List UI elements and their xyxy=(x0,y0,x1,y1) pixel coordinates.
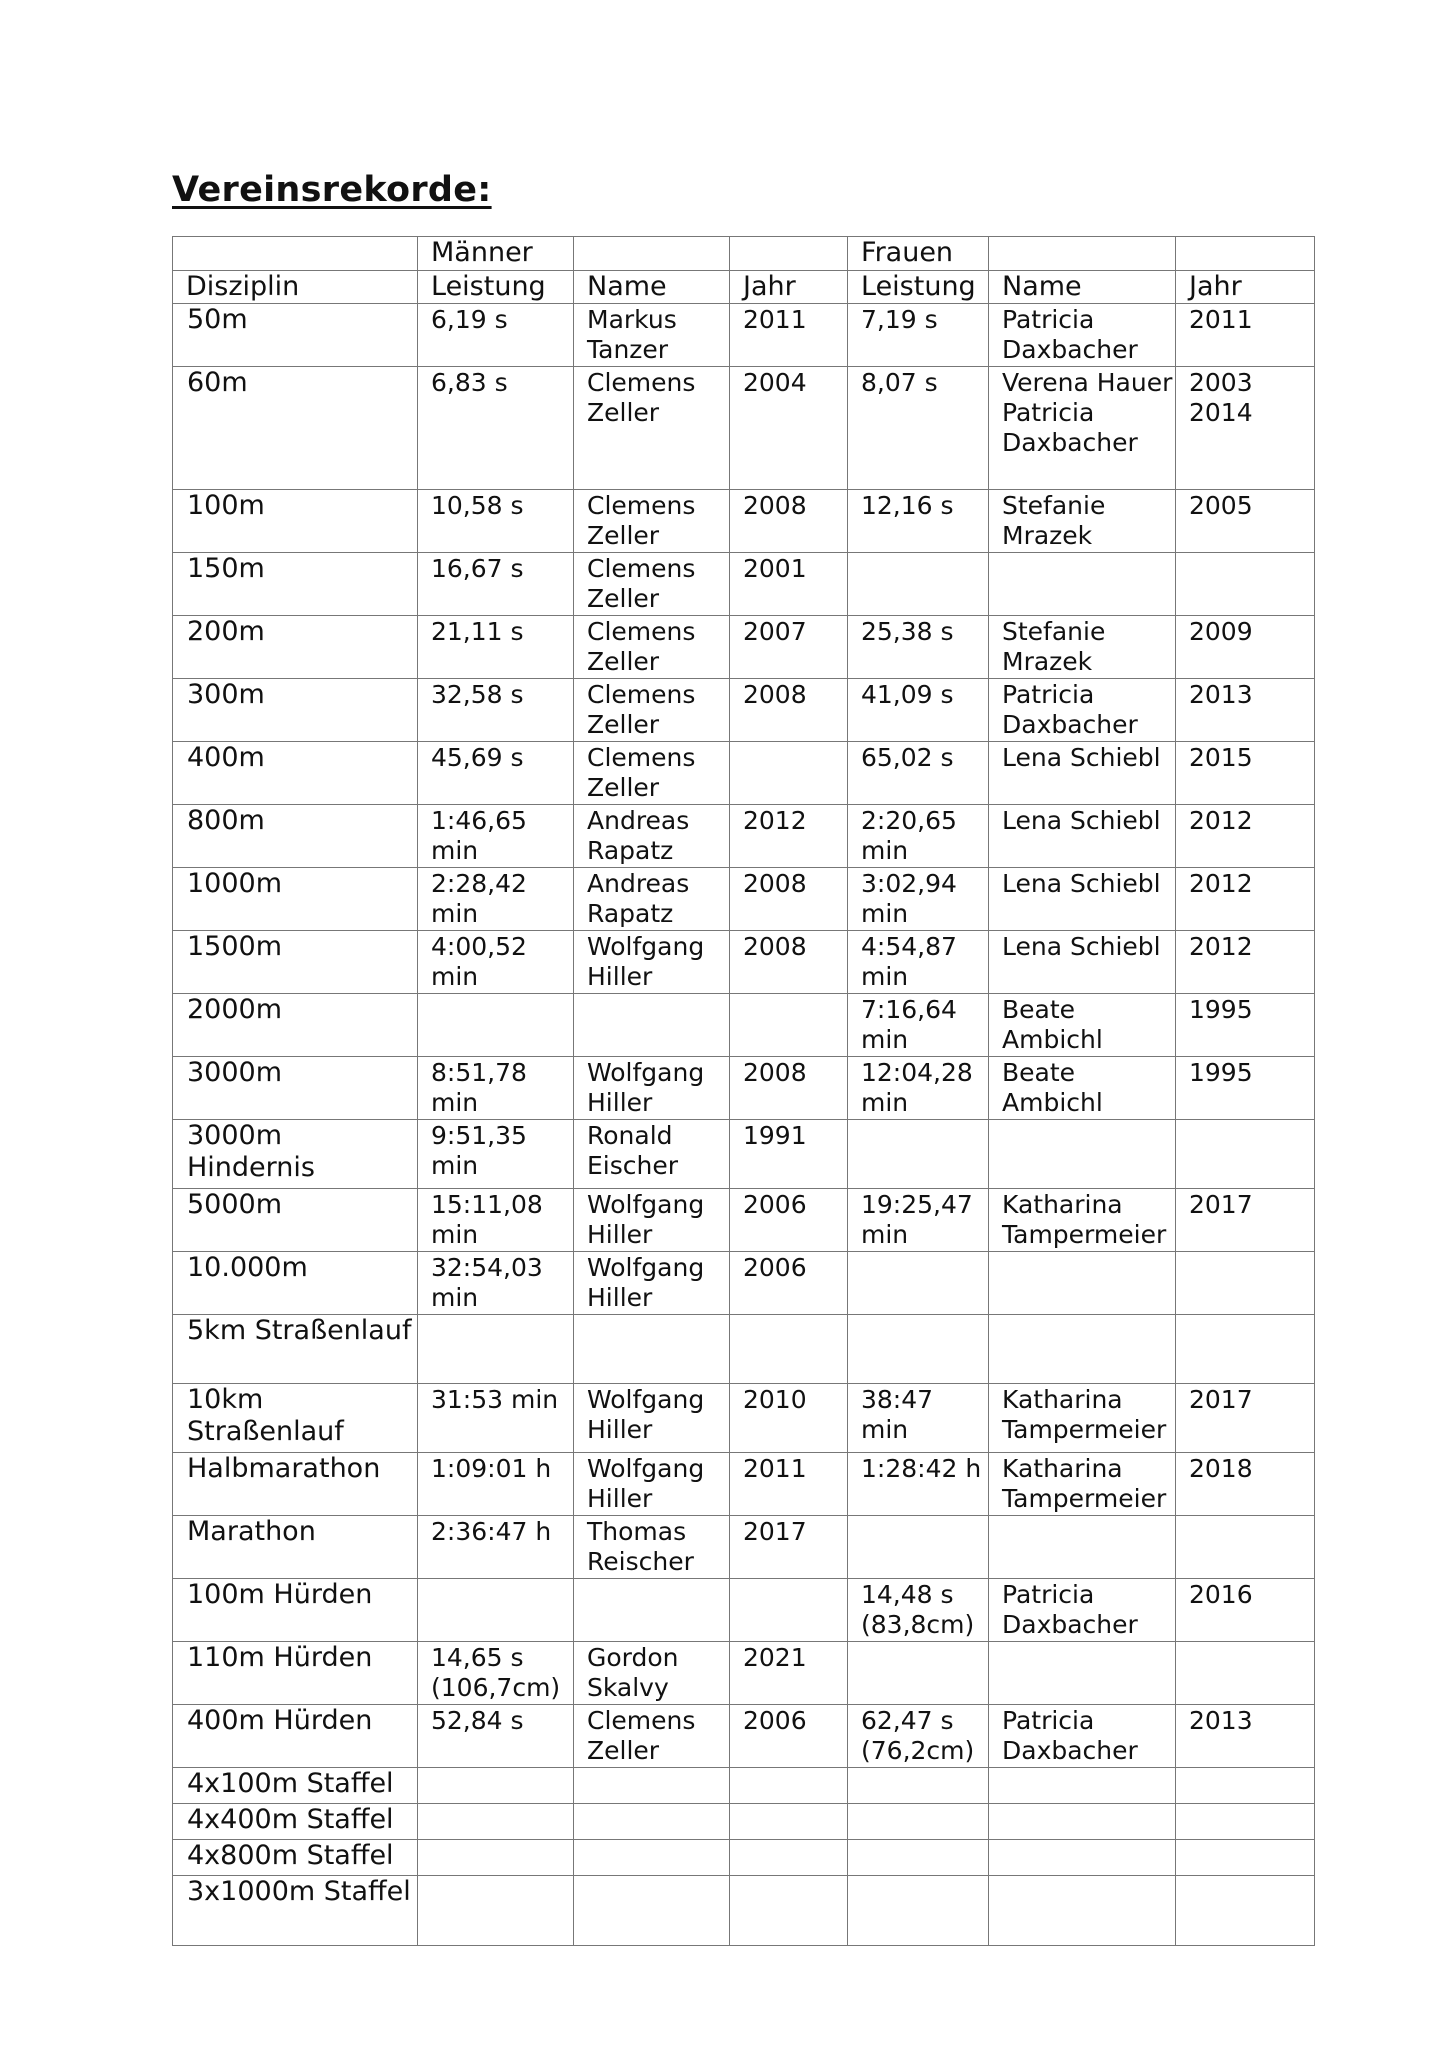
men-leistung-cell: 14,65 s (106,7cm) xyxy=(418,1642,574,1705)
women-name-cell xyxy=(989,1876,1176,1946)
women-jahr-cell: 2012 xyxy=(1176,805,1315,868)
discipline-cell: 100m xyxy=(173,490,418,553)
column-header-women-name: Name xyxy=(989,271,1176,304)
group-header-women: Frauen xyxy=(848,237,989,271)
women-jahr-cell xyxy=(1176,1315,1315,1384)
men-leistung-cell xyxy=(418,1876,574,1946)
men-name-cell xyxy=(574,1315,730,1384)
women-name-cell: Patricia Daxbacher xyxy=(989,304,1176,367)
discipline-cell: 400m xyxy=(173,742,418,805)
women-leistung-cell xyxy=(848,1252,989,1315)
women-leistung-cell xyxy=(848,1804,989,1840)
women-name-cell: Beate Ambichl xyxy=(989,1057,1176,1120)
table-row xyxy=(173,1768,1315,1804)
discipline-cell: 10.000m xyxy=(173,1252,418,1315)
men-leistung-cell: 16,67 s xyxy=(418,553,574,616)
men-jahr-cell xyxy=(730,1840,848,1876)
table-row xyxy=(173,553,1315,616)
women-name-cell xyxy=(989,553,1176,616)
men-leistung-cell xyxy=(418,1804,574,1840)
table-row xyxy=(173,931,1315,994)
men-jahr-cell: 2001 xyxy=(730,553,848,616)
men-jahr-cell: 2008 xyxy=(730,490,848,553)
women-jahr-cell: 2005 xyxy=(1176,490,1315,553)
women-name-cell: Beate Ambichl xyxy=(989,994,1176,1057)
women-leistung-cell: 62,47 s (76,2cm) xyxy=(848,1705,989,1768)
women-name-cell: Stefanie Mrazek xyxy=(989,616,1176,679)
women-leistung-cell: 1:28:42 h xyxy=(848,1453,989,1516)
table-row xyxy=(173,304,1315,367)
column-header-row xyxy=(173,271,1315,304)
discipline-cell: Marathon xyxy=(173,1516,418,1579)
header-cell-empty xyxy=(1176,237,1315,271)
women-jahr-cell: 2013 xyxy=(1176,679,1315,742)
men-name-cell: Wolfgang Hiller xyxy=(574,931,730,994)
women-leistung-cell: 4:54,87 min xyxy=(848,931,989,994)
discipline-cell: 3x1000m Staffel xyxy=(173,1876,418,1946)
column-header-men-name: Name xyxy=(574,271,730,304)
women-name-cell: Patricia Daxbacher xyxy=(989,679,1176,742)
women-leistung-cell: 7,19 s xyxy=(848,304,989,367)
men-leistung-cell: 1:46,65 min xyxy=(418,805,574,868)
women-name-cell: Patricia Daxbacher xyxy=(989,1579,1176,1642)
men-leistung-cell: 2:28,42 min xyxy=(418,868,574,931)
women-leistung-cell xyxy=(848,1768,989,1804)
discipline-cell: 5000m xyxy=(173,1189,418,1252)
table-row xyxy=(173,1189,1315,1252)
men-jahr-cell xyxy=(730,742,848,805)
women-leistung-cell: 3:02,94 min xyxy=(848,868,989,931)
men-leistung-cell: 6,83 s xyxy=(418,367,574,490)
women-leistung-cell: 8,07 s xyxy=(848,367,989,490)
women-jahr-cell: 2011 xyxy=(1176,304,1315,367)
discipline-cell: 4x800m Staffel xyxy=(173,1840,418,1876)
discipline-cell: 1500m xyxy=(173,931,418,994)
table-row xyxy=(173,1876,1315,1946)
men-leistung-cell: 10,58 s xyxy=(418,490,574,553)
men-name-cell: Thomas Reischer xyxy=(574,1516,730,1579)
table-row xyxy=(173,1705,1315,1768)
table-row xyxy=(173,1840,1315,1876)
table-row xyxy=(173,1804,1315,1840)
page-title: Vereinsrekorde: xyxy=(172,170,492,210)
men-name-cell: Clemens Zeller xyxy=(574,1705,730,1768)
men-name-cell xyxy=(574,1768,730,1804)
men-name-cell: Wolfgang Hiller xyxy=(574,1057,730,1120)
table-row xyxy=(173,742,1315,805)
discipline-cell: 50m xyxy=(173,304,418,367)
women-name-cell: Verena Hauer Patricia Daxbacher xyxy=(989,367,1176,490)
table-row xyxy=(173,616,1315,679)
men-name-cell: Clemens Zeller xyxy=(574,616,730,679)
women-leistung-cell: 41,09 s xyxy=(848,679,989,742)
discipline-cell: 2000m xyxy=(173,994,418,1057)
men-name-cell: Ronald Eischer xyxy=(574,1120,730,1189)
women-name-cell xyxy=(989,1252,1176,1315)
column-header-disziplin: Disziplin xyxy=(173,271,418,304)
women-leistung-cell xyxy=(848,1876,989,1946)
women-jahr-cell: 2017 xyxy=(1176,1384,1315,1453)
table-row xyxy=(173,1120,1315,1189)
women-name-cell xyxy=(989,1315,1176,1384)
table-row xyxy=(173,868,1315,931)
women-leistung-cell: 38:47 min xyxy=(848,1384,989,1453)
header-cell-empty xyxy=(989,237,1176,271)
men-leistung-cell: 4:00,52 min xyxy=(418,931,574,994)
discipline-cell: 200m xyxy=(173,616,418,679)
discipline-cell: 800m xyxy=(173,805,418,868)
men-jahr-cell: 2007 xyxy=(730,616,848,679)
women-jahr-cell xyxy=(1176,1840,1315,1876)
men-name-cell xyxy=(574,1876,730,1946)
men-jahr-cell: 2006 xyxy=(730,1189,848,1252)
men-name-cell xyxy=(574,1804,730,1840)
women-name-cell: Lena Schiebl xyxy=(989,868,1176,931)
men-name-cell: Wolfgang Hiller xyxy=(574,1453,730,1516)
women-jahr-cell: 2016 xyxy=(1176,1579,1315,1642)
women-name-cell: Katharina Tampermeier xyxy=(989,1189,1176,1252)
table-row xyxy=(173,490,1315,553)
men-leistung-cell: 1:09:01 h xyxy=(418,1453,574,1516)
men-name-cell: Clemens Zeller xyxy=(574,490,730,553)
men-leistung-cell: 31:53 min xyxy=(418,1384,574,1453)
men-name-cell: Wolfgang Hiller xyxy=(574,1189,730,1252)
women-name-cell xyxy=(989,1516,1176,1579)
records-table xyxy=(172,236,1315,1946)
table-row xyxy=(173,994,1315,1057)
women-name-cell: Lena Schiebl xyxy=(989,742,1176,805)
discipline-cell: 100m Hürden xyxy=(173,1579,418,1642)
women-jahr-cell xyxy=(1176,1120,1315,1189)
discipline-cell: 3000m Hindernis xyxy=(173,1120,418,1189)
women-jahr-cell xyxy=(1176,1804,1315,1840)
men-name-cell xyxy=(574,994,730,1057)
table-row xyxy=(173,1315,1315,1384)
women-name-cell xyxy=(989,1120,1176,1189)
women-jahr-cell xyxy=(1176,553,1315,616)
header-cell-empty xyxy=(173,237,418,271)
women-leistung-cell: 25,38 s xyxy=(848,616,989,679)
men-jahr-cell xyxy=(730,1876,848,1946)
men-jahr-cell: 2006 xyxy=(730,1252,848,1315)
women-leistung-cell: 12,16 s xyxy=(848,490,989,553)
group-header-men: Männer xyxy=(418,237,574,271)
women-name-cell xyxy=(989,1840,1176,1876)
men-name-cell: Clemens Zeller xyxy=(574,742,730,805)
women-jahr-cell xyxy=(1176,1768,1315,1804)
header-cell-empty xyxy=(730,237,848,271)
discipline-cell: 3000m xyxy=(173,1057,418,1120)
table-row xyxy=(173,1642,1315,1705)
women-name-cell: Stefanie Mrazek xyxy=(989,490,1176,553)
men-leistung-cell: 2:36:47 h xyxy=(418,1516,574,1579)
men-jahr-cell xyxy=(730,994,848,1057)
women-name-cell: Lena Schiebl xyxy=(989,931,1176,994)
men-name-cell: Wolfgang Hiller xyxy=(574,1252,730,1315)
women-jahr-cell: 1995 xyxy=(1176,1057,1315,1120)
discipline-cell: 300m xyxy=(173,679,418,742)
men-name-cell: Clemens Zeller xyxy=(574,553,730,616)
men-jahr-cell: 2008 xyxy=(730,1057,848,1120)
men-jahr-cell xyxy=(730,1315,848,1384)
women-leistung-cell: 14,48 s (83,8cm) xyxy=(848,1579,989,1642)
men-jahr-cell: 2010 xyxy=(730,1384,848,1453)
discipline-cell: 150m xyxy=(173,553,418,616)
men-leistung-cell xyxy=(418,1579,574,1642)
women-jahr-cell xyxy=(1176,1642,1315,1705)
discipline-cell: 4x400m Staffel xyxy=(173,1804,418,1840)
table-row xyxy=(173,1453,1315,1516)
discipline-cell: Halbmarathon xyxy=(173,1453,418,1516)
table-row xyxy=(173,1384,1315,1453)
men-jahr-cell: 2021 xyxy=(730,1642,848,1705)
women-leistung-cell: 19:25,47 min xyxy=(848,1189,989,1252)
men-jahr-cell xyxy=(730,1768,848,1804)
header-cell-empty xyxy=(574,237,730,271)
men-leistung-cell xyxy=(418,1768,574,1804)
men-jahr-cell: 2008 xyxy=(730,679,848,742)
women-jahr-cell xyxy=(1176,1876,1315,1946)
men-jahr-cell xyxy=(730,1579,848,1642)
men-leistung-cell: 9:51,35 min xyxy=(418,1120,574,1189)
women-leistung-cell: 2:20,65 min xyxy=(848,805,989,868)
women-jahr-cell xyxy=(1176,1252,1315,1315)
discipline-cell: 400m Hürden xyxy=(173,1705,418,1768)
women-jahr-cell: 2003 2014 xyxy=(1176,367,1315,490)
men-jahr-cell: 2012 xyxy=(730,805,848,868)
men-jahr-cell: 2004 xyxy=(730,367,848,490)
men-jahr-cell: 2017 xyxy=(730,1516,848,1579)
table-row xyxy=(173,679,1315,742)
women-name-cell: Lena Schiebl xyxy=(989,805,1176,868)
discipline-cell: 5km Straßenlauf xyxy=(173,1315,418,1384)
women-name-cell: Katharina Tampermeier xyxy=(989,1453,1176,1516)
women-jahr-cell: 2009 xyxy=(1176,616,1315,679)
men-jahr-cell: 2011 xyxy=(730,1453,848,1516)
column-header-women-leistung: Leistung xyxy=(848,271,989,304)
men-leistung-cell: 32:54,03 min xyxy=(418,1252,574,1315)
women-jahr-cell: 2012 xyxy=(1176,868,1315,931)
table-row xyxy=(173,367,1315,490)
women-jahr-cell: 1995 xyxy=(1176,994,1315,1057)
women-leistung-cell: 12:04,28 min xyxy=(848,1057,989,1120)
women-jahr-cell: 2012 xyxy=(1176,931,1315,994)
women-name-cell: Katharina Tampermeier xyxy=(989,1384,1176,1453)
men-jahr-cell xyxy=(730,1804,848,1840)
women-leistung-cell xyxy=(848,1516,989,1579)
men-leistung-cell: 45,69 s xyxy=(418,742,574,805)
women-leistung-cell xyxy=(848,1642,989,1705)
men-name-cell xyxy=(574,1579,730,1642)
group-header-row xyxy=(173,237,1315,271)
men-name-cell: Wolfgang Hiller xyxy=(574,1384,730,1453)
table-row xyxy=(173,805,1315,868)
men-name-cell: Andreas Rapatz xyxy=(574,868,730,931)
women-jahr-cell: 2017 xyxy=(1176,1189,1315,1252)
men-name-cell: Clemens Zeller xyxy=(574,679,730,742)
women-jahr-cell: 2015 xyxy=(1176,742,1315,805)
men-leistung-cell xyxy=(418,1315,574,1384)
women-leistung-cell xyxy=(848,1840,989,1876)
column-header-women-jahr: Jahr xyxy=(1176,271,1315,304)
women-leistung-cell: 7:16,64 min xyxy=(848,994,989,1057)
table-row xyxy=(173,1516,1315,1579)
women-jahr-cell: 2018 xyxy=(1176,1453,1315,1516)
men-leistung-cell xyxy=(418,994,574,1057)
men-jahr-cell: 2006 xyxy=(730,1705,848,1768)
men-jahr-cell: 1991 xyxy=(730,1120,848,1189)
women-leistung-cell xyxy=(848,1120,989,1189)
discipline-cell: 10km Straßenlauf xyxy=(173,1384,418,1453)
men-jahr-cell: 2011 xyxy=(730,304,848,367)
column-header-men-leistung: Leistung xyxy=(418,271,574,304)
column-header-men-jahr: Jahr xyxy=(730,271,848,304)
men-leistung-cell: 6,19 s xyxy=(418,304,574,367)
discipline-cell: 110m Hürden xyxy=(173,1642,418,1705)
women-leistung-cell: 65,02 s xyxy=(848,742,989,805)
discipline-cell: 4x100m Staffel xyxy=(173,1768,418,1804)
women-name-cell xyxy=(989,1768,1176,1804)
men-leistung-cell: 32,58 s xyxy=(418,679,574,742)
men-leistung-cell: 21,11 s xyxy=(418,616,574,679)
men-leistung-cell: 52,84 s xyxy=(418,1705,574,1768)
men-name-cell: Clemens Zeller xyxy=(574,367,730,490)
men-name-cell xyxy=(574,1840,730,1876)
men-name-cell: Markus Tanzer xyxy=(574,304,730,367)
men-leistung-cell: 15:11,08 min xyxy=(418,1189,574,1252)
women-jahr-cell xyxy=(1176,1516,1315,1579)
men-jahr-cell: 2008 xyxy=(730,931,848,994)
table-row xyxy=(173,1252,1315,1315)
women-name-cell xyxy=(989,1804,1176,1840)
women-leistung-cell xyxy=(848,553,989,616)
discipline-cell: 1000m xyxy=(173,868,418,931)
women-leistung-cell xyxy=(848,1315,989,1384)
men-leistung-cell xyxy=(418,1840,574,1876)
discipline-cell: 60m xyxy=(173,367,418,490)
women-name-cell: Patricia Daxbacher xyxy=(989,1705,1176,1768)
women-jahr-cell: 2013 xyxy=(1176,1705,1315,1768)
women-name-cell xyxy=(989,1642,1176,1705)
men-jahr-cell: 2008 xyxy=(730,868,848,931)
men-name-cell: Gordon Skalvy xyxy=(574,1642,730,1705)
men-leistung-cell: 8:51,78 min xyxy=(418,1057,574,1120)
table-row xyxy=(173,1057,1315,1120)
men-name-cell: Andreas Rapatz xyxy=(574,805,730,868)
table-row xyxy=(173,1579,1315,1642)
